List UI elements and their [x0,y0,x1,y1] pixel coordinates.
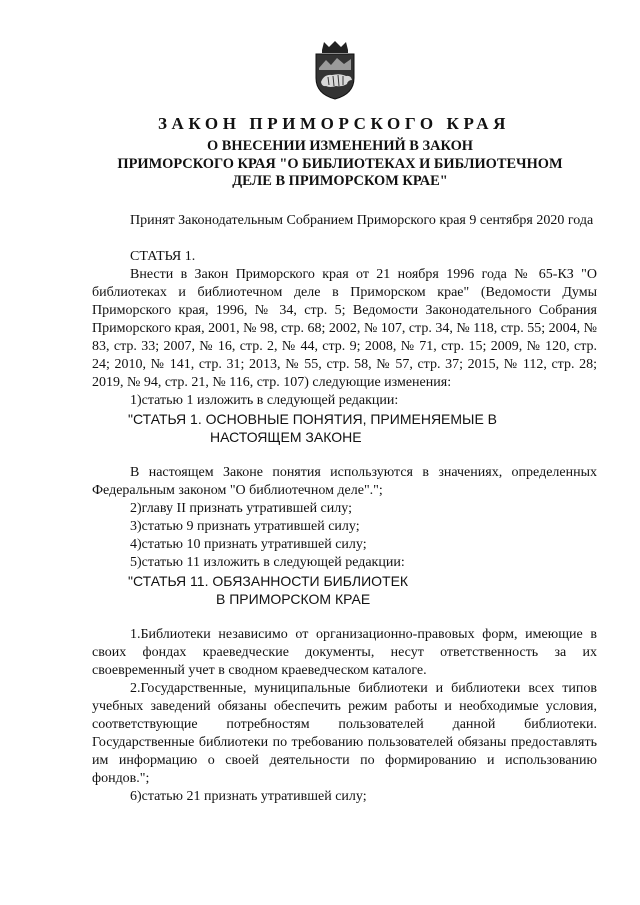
item-2: 2)главу II признать утратившей силу; [130,501,352,516]
item-4: 4)статью 10 признать утратившей силу; [130,537,367,552]
quoted-article-11-heading-line-2: В ПРИМОРСКОМ КРАЕ [216,591,371,607]
quoted-article-11-heading-line-1: "СТАТЬЯ 11. ОБЯЗАННОСТИ БИБЛИОТЕК [128,573,409,589]
quoted-article-1-heading-line-2: НАСТОЯЩЕМ ЗАКОНЕ [210,429,362,445]
quoted-article-1-heading-line-1: "СТАТЬЯ 1. ОСНОВНЫЕ ПОНЯТИЯ, ПРИМЕНЯЕМЫЕ В [128,411,498,427]
coat-of-arms-icon [310,40,360,100]
subtitle-line-3: ДЕЛЕ В ПРИМОРСКОМ КРАЕ" [232,173,448,189]
article-1-label: СТАТЬЯ 1. [130,249,196,264]
subtitle-line-1: О ВНЕСЕНИИ ИЗМЕНЕНИЙ В ЗАКОН [207,138,473,154]
article-1-definition-text: В настоящем Законе понятия используются в значениях, определенных Федеральным законом "О библиотечном деле"."; [92,465,597,498]
article-1-intro: Внести в Закон Приморского края от 21 ноября 1996 года № 65-КЗ "О библиотеках и библиотечном деле в Приморском крае" (Ведомости Думы Приморского края, 1996, № 34, стр. 5; Ведомости Законодательного Собрания Приморского края, 2001, № 98, стр. 68; 2002, № 107, стр. 34, № 118, стр. 55; 2004, № 83, стр. 33; 2007, № 16, стр. 2, № 44, стр. 9; 2008, № 71, стр. 15; 2009, № 120, стр. 24; 2010, № 141, стр. 31; 2013, № 55, стр. 58, № 57, стр. 37; 2015, № 112, стр. 28; 2019, № 94, стр. 21, № 116, стр. 107) следующие изменения: [92,267,597,390]
law-subtitle [90,138,590,191]
subtitle-line-2: ПРИМОРСКОГО КРАЯ "О БИБЛИОТЕКАХ И БИБЛИОТЕЧНОМ [117,155,563,172]
adoption-statement: Принят Законодательным Собранием Приморского края 9 сентября 2020 года [130,213,594,228]
document-body [92,212,597,806]
item-6: 6)статью 21 признать утратившей силу; [130,789,367,804]
law-title: ЗАКОН ПРИМОРСКОГО КРАЯ [157,114,511,133]
article-11-paragraph-1: 1.Библиотеки независимо от организационно-правовых форм, имеющие в своих фондах краеведческие документы, несут ответственность за их своевременный учет в сводном краеведческом каталоге. [92,627,597,678]
item-5: 5)статью 11 изложить в следующей редакции: [130,555,405,570]
article-11-paragraph-2: 2.Государственные, муниципальные библиотеки и библиотеки всех типов учебных заведений обязаны обеспечить режим работы и необходимые условия, соответствующие потребностям пользователей данной библиотеки. Государственные библиотеки по требованию пользователей обязаны предоставлять им информацию о своей деятельности по формированию и использованию фондов."; [92,681,597,786]
item-1: 1)статью 1 изложить в следующей редакции: [130,393,399,408]
item-3: 3)статью 9 признать утратившей силу; [130,519,360,534]
